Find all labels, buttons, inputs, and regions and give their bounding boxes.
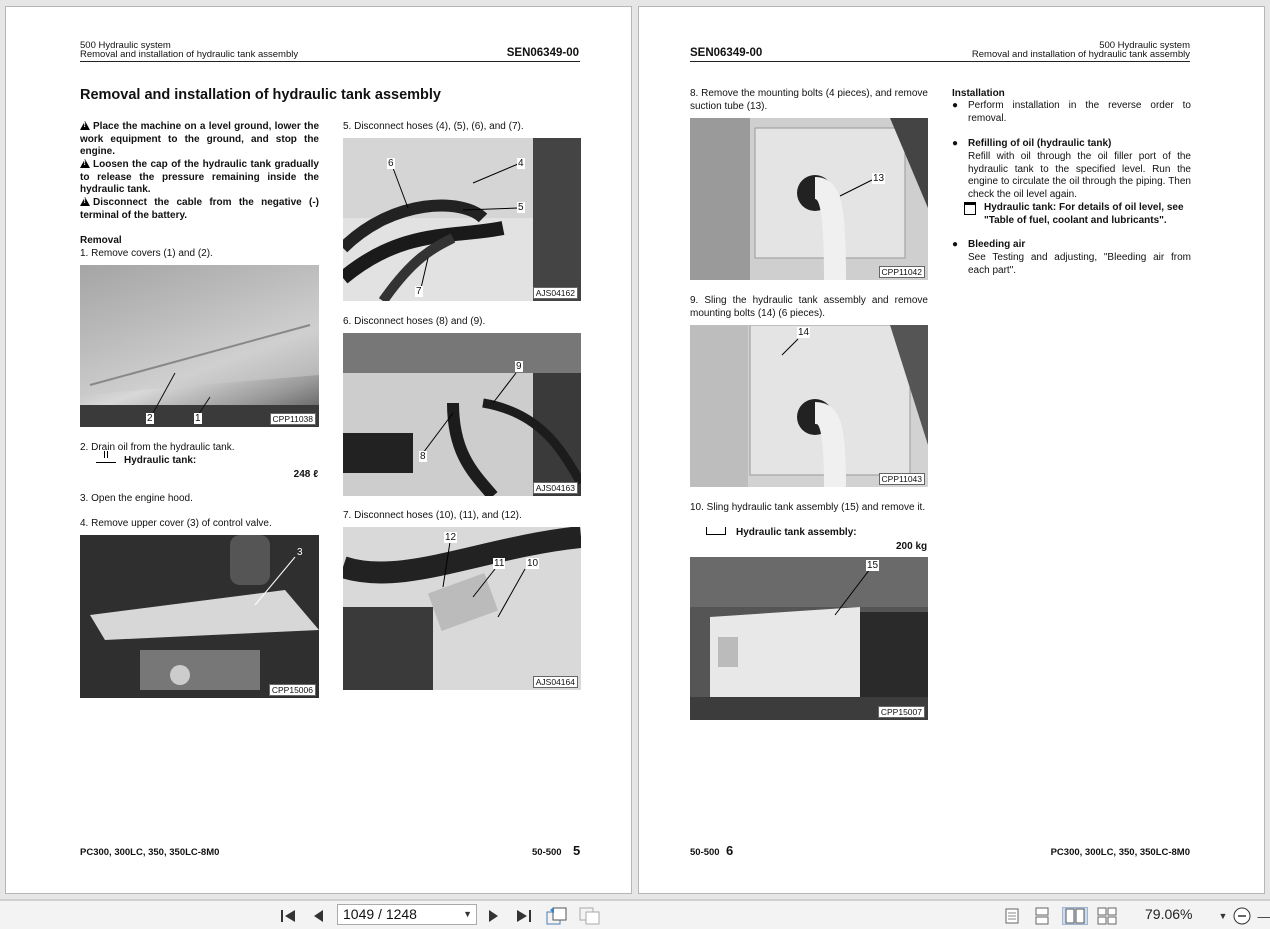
two-page-view-icon[interactable]: [1062, 907, 1088, 925]
step-4: 4. Remove upper cover (3) of control valve.: [80, 518, 272, 529]
removal-heading: Removal: [80, 235, 122, 246]
callout-14: 14: [798, 327, 810, 338]
step-5: 5. Disconnect hoses (4), (5), (6), and (7).: [343, 121, 524, 132]
photo-hoses-10-12: [343, 527, 581, 690]
callout-7: 7: [416, 286, 422, 297]
step-6: 6. Disconnect hoses (8) and (9).: [343, 316, 486, 327]
callout-1: 1: [195, 413, 201, 424]
photo-caption: AJS04164: [533, 676, 578, 688]
photo-caption: CPP11043: [879, 473, 925, 485]
footer-models: PC300, 300LC, 350, 350LC-8M0: [1050, 847, 1190, 858]
step-10: 10. Sling hydraulic tank assembly (15) and remove it.: [690, 502, 926, 513]
photo-caption: AJS04162: [533, 287, 578, 299]
callout-15: 15: [867, 560, 879, 571]
doc-code: SEN06349-00: [690, 47, 763, 59]
header-rule: [80, 61, 580, 62]
page-number-input[interactable]: 1049 / 1248 ▼: [337, 904, 477, 925]
callout-2: 2: [147, 413, 153, 424]
installation-bullet-1: Perform installation in the reverse order to removal.: [968, 100, 1191, 124]
refilling-text: Refill with oil through the oil filler port of the hydraulic tank to the specified level. Run the engine to circulate the oil through the piping. Then check the oil level again.: [968, 151, 1191, 200]
last-page-icon[interactable]: [513, 907, 535, 925]
bullet-icon: ●: [952, 100, 959, 111]
previous-page-icon[interactable]: [309, 907, 327, 925]
photo-caption: CPP15006: [269, 684, 316, 696]
photo-caption: AJS04163: [533, 482, 578, 494]
first-page-icon[interactable]: [278, 907, 298, 925]
photo-hoses-4-7: [343, 138, 581, 301]
step-9: 9. Sling the hydraulic tank assembly and remove mounting bolts (14) (6 pieces).: [690, 295, 928, 319]
header-section: 500 Hydraulic system: [1099, 40, 1190, 51]
footer-ref: 50-500: [532, 847, 562, 858]
bullet-icon: ●: [952, 138, 959, 149]
warning-2: !Loosen the cap of the hydraulic tank gradually to release the pressure remaining inside the hydraulic tank.: [80, 159, 319, 197]
warning-3: !Disconnect the cable from the negative (-) terminal of the battery.: [80, 197, 319, 222]
warning-icon: [80, 159, 90, 168]
photo-suction-tube: [690, 118, 928, 280]
previous-view-icon[interactable]: [545, 907, 569, 925]
callout-3: 3: [297, 547, 303, 558]
page-5: [5, 6, 632, 894]
bleeding-title: Bleeding air: [968, 239, 1026, 250]
bullet-icon: ●: [952, 239, 959, 250]
header-rule: [690, 61, 1190, 62]
refilling-note: Hydraulic tank: For details of oil level, see "Table of fuel, coolant and lubricants".: [984, 202, 1184, 226]
doc-code: SEN06349-00: [506, 47, 579, 59]
bleeding-text: See Testing and adjusting, "Bleeding air from each part".: [968, 252, 1191, 276]
callout-4: 4: [518, 158, 524, 169]
page-6: [638, 6, 1265, 894]
page-dropdown-icon[interactable]: ▼: [463, 909, 472, 919]
photo-hoses-8-9: [343, 333, 581, 496]
step-2-value: 248 ℓ: [293, 469, 318, 480]
photo-control-valve: [80, 535, 319, 698]
refilling-title: Refilling of oil (hydraulic tank): [968, 138, 1112, 149]
weight-icon: [706, 527, 726, 535]
zoom-out-icon[interactable]: [1232, 907, 1252, 925]
warning-icon: [80, 121, 90, 130]
footer-models: PC300, 300LC, 350, 350LC-8M0: [80, 847, 220, 858]
callout-12: 12: [445, 532, 457, 543]
photo-caption: CPP15007: [878, 706, 925, 718]
step-10-spec: Hydraulic tank assembly:: [706, 527, 857, 540]
drain-icon: [96, 455, 116, 463]
photo-covers: [80, 265, 319, 427]
callout-11: 11: [494, 558, 505, 569]
photo-caption: CPP11038: [270, 413, 316, 425]
zoom-level[interactable]: 79.06%: [1145, 906, 1193, 922]
step-1: 1. Remove covers (1) and (2).: [80, 248, 213, 259]
step-2-spec: Hydraulic tank:: [96, 455, 196, 468]
callout-6: 6: [388, 158, 394, 169]
two-page-continuous-icon[interactable]: [1096, 907, 1118, 925]
photo-caption: CPP11042: [879, 266, 925, 278]
step-10-value: 200 kg: [896, 541, 928, 552]
step-7: 7. Disconnect hoses (10), (11), and (12).: [343, 510, 522, 521]
callout-13: 13: [873, 173, 885, 184]
single-page-view-icon[interactable]: [1002, 907, 1022, 925]
step-3: 3. Open the engine hood.: [80, 493, 193, 504]
footer-page-number: 6: [726, 843, 734, 858]
photo-mounting-bolts: [690, 325, 928, 487]
header-section: 500 Hydraulic system: [80, 40, 171, 51]
page-title: Removal and installation of hydraulic tank assembly: [80, 87, 441, 103]
footer-ref: 50-500: [690, 847, 720, 858]
step-8: 8. Remove the mounting bolts (4 pieces), and remove suction tube (13).: [690, 88, 928, 112]
next-page-icon[interactable]: [485, 907, 503, 925]
zoom-dropdown-icon[interactable]: ▼: [1218, 911, 1228, 921]
step-2: 2. Drain oil from the hydraulic tank.: [80, 442, 235, 453]
header-subsection: Removal and installation of hydraulic tank assembly: [971, 49, 1190, 60]
next-view-icon[interactable]: [578, 907, 602, 925]
warning-icon: [80, 197, 90, 206]
viewer-toolbar: [0, 900, 1270, 929]
callout-9: 9: [516, 361, 522, 372]
callout-10: 10: [527, 558, 539, 569]
callout-5: 5: [518, 202, 524, 213]
warning-1: !Place the machine on a level ground, lower the work equipment to the ground, and stop the engine.: [80, 121, 319, 159]
oil-level-icon: [964, 202, 976, 215]
zoom-in-icon[interactable]: —: [1257, 908, 1270, 924]
footer-page-number: 5: [573, 843, 581, 858]
header-subsection: Removal and installation of hydraulic tank assembly: [80, 49, 299, 60]
installation-heading: Installation: [952, 88, 1005, 99]
callout-8: 8: [420, 451, 426, 462]
continuous-view-icon[interactable]: [1032, 907, 1052, 925]
photo-tank-assembly: [690, 557, 928, 720]
